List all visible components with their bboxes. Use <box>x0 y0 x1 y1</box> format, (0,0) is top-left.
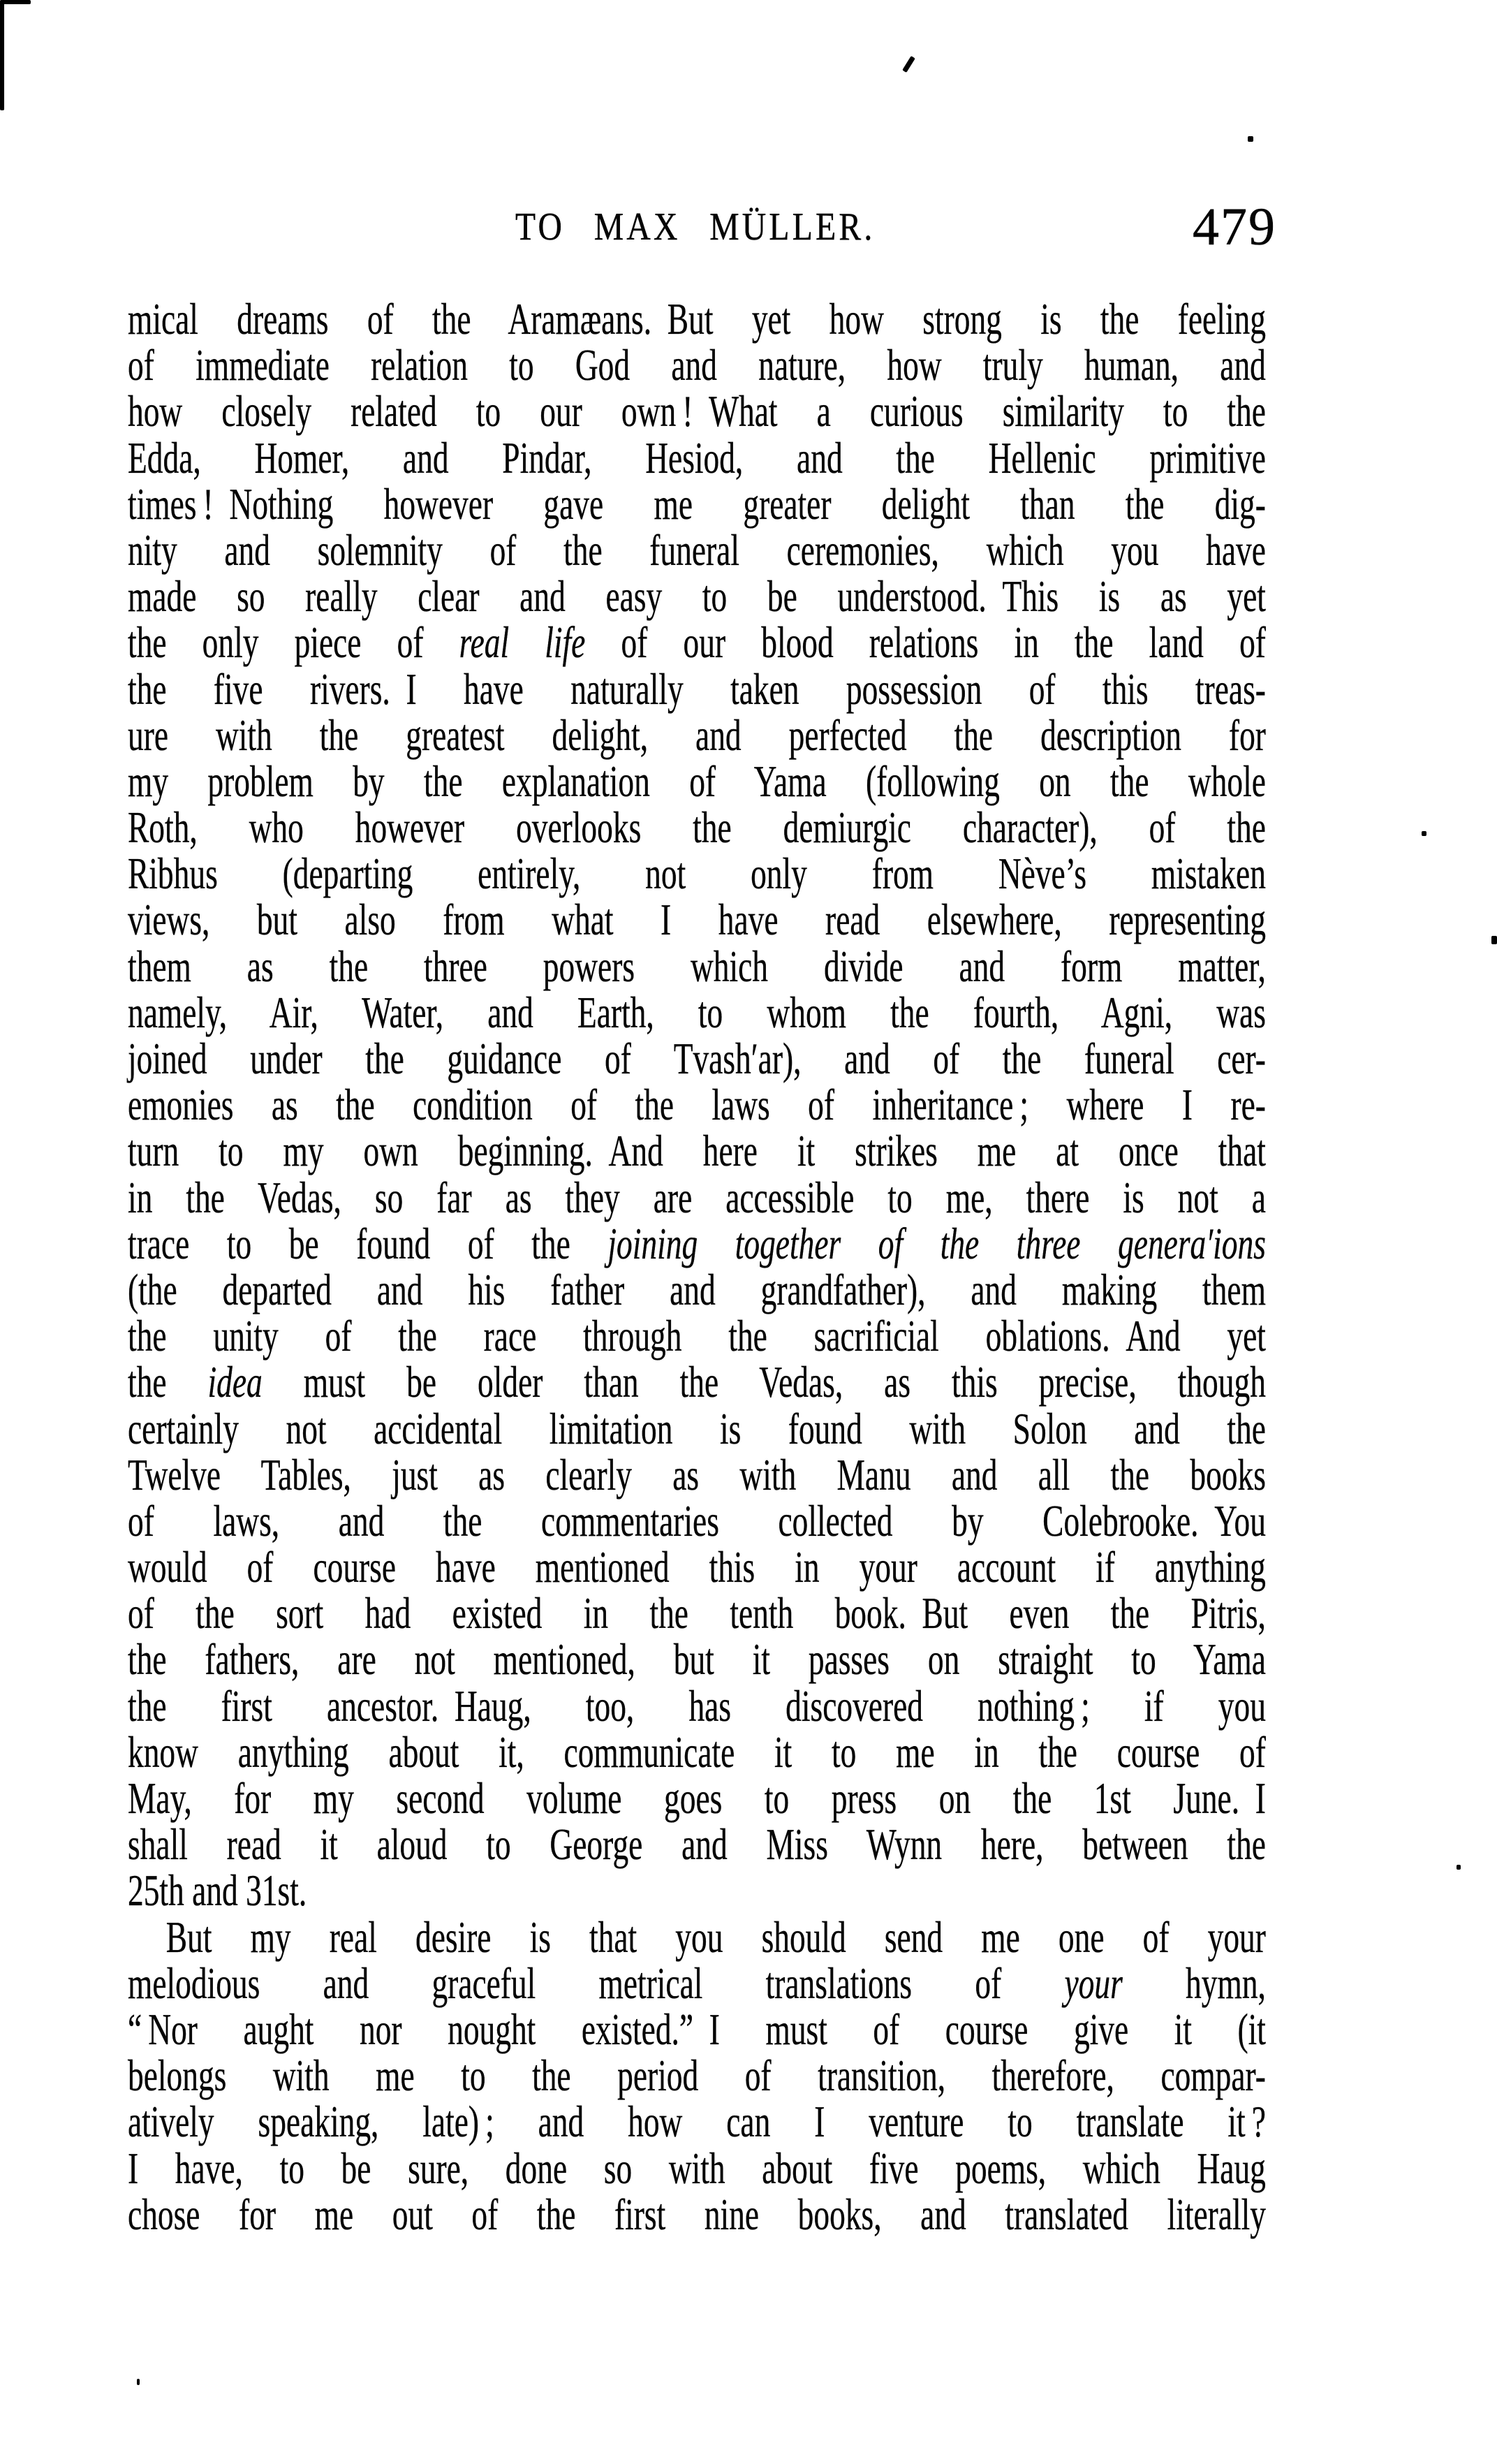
text-segment: must be older than the Vedas, as this precise, though <box>262 1358 1266 1407</box>
text-line <box>128 1914 1266 1960</box>
text-segment: would of course have mentioned this in your account if anything <box>128 1543 1266 1592</box>
text-line <box>128 342 1266 388</box>
text-segment: trace to be found of the <box>128 1219 608 1268</box>
bottom-speck <box>137 2379 140 2385</box>
running-head-title: TO MAX MÜLLER. <box>515 205 876 249</box>
italic-phrase: real life <box>459 618 586 668</box>
text-segment: I have, to be sure, done so with about five poems, which Haug <box>128 2143 1266 2193</box>
text-line <box>128 758 1266 805</box>
edge-speck-right <box>1491 936 1497 944</box>
italic-phrase: idea <box>207 1358 263 1407</box>
text-line <box>128 1406 1266 1452</box>
text-segment: the only piece of <box>128 618 459 668</box>
text-segment: May, for my second volume goes to press on the 1st June. I <box>128 1774 1266 1823</box>
text-line <box>128 851 1266 897</box>
text-segment: 25th and 31st. <box>128 1866 307 1916</box>
text-segment: the unity of the race through the sacrificial oblations. And yet <box>128 1312 1266 1361</box>
text-segment: emonies as the condition of the laws of inheritance ; where I re- <box>128 1080 1266 1130</box>
text-line <box>128 1590 1266 1636</box>
italic-phrase: joining together of the three genera′ions <box>607 1219 1266 1268</box>
text-line <box>128 527 1266 573</box>
dot-speck-top-right <box>1248 136 1253 142</box>
text-line <box>128 1821 1266 1868</box>
dot-speck-right-margin <box>1422 831 1426 836</box>
text-segment: Roth, who however overlooks the demiurgic character), of the <box>128 803 1266 853</box>
text-segment: the fathers, are not mentioned, but it passes on straight to Yama <box>128 1635 1266 1685</box>
text-line <box>128 296 1266 342</box>
text-segment: the <box>128 1358 208 1407</box>
text-line <box>128 481 1266 527</box>
text-segment: made so really clear and easy to be understood. This is as yet <box>128 572 1266 622</box>
text-segment: how closely related to our own ! What a curious similarity to the <box>128 387 1266 437</box>
text-line <box>128 619 1266 666</box>
text-segment: of our blood relations in the land of <box>585 618 1266 668</box>
text-segment: Ribhus (departing entirely, not only from Nève’s mistaken <box>128 849 1266 899</box>
text-line <box>128 1313 1266 1359</box>
text-line <box>128 572 1266 622</box>
text-line <box>128 666 1266 712</box>
text-segment: “ Nor aught nor nought existed.” I must of course give it (it <box>128 2004 1266 2054</box>
text-line <box>128 1960 1266 2007</box>
letter-body-text <box>128 296 1266 2238</box>
text-segment: namely, Air, Water, and Earth, to whom the fourth, Agni, was <box>128 988 1266 1037</box>
text-line <box>128 1175 1266 1221</box>
text-line <box>128 1359 1266 1405</box>
text-segment: views, but also from what I have read elsewhere, representing <box>128 895 1266 945</box>
text-segment: of the sort had existed in the tenth book. But even the Pitris, <box>128 1589 1266 1638</box>
text-segment: shall read it aloud to George and Miss Wynn here, between the <box>128 1820 1266 1870</box>
text-line <box>128 2053 1266 2099</box>
text-segment: in the Vedas, so far as they are accessible to me, there is not a <box>128 1173 1266 1222</box>
text-line <box>128 2143 1266 2193</box>
text-line <box>128 1498 1266 1544</box>
text-segment: them as the three powers which divide and form matter, <box>128 941 1266 991</box>
text-segment: of immediate relation to God and nature, how truly human, and <box>128 341 1266 390</box>
text-segment: atively speaking, late) ; and how can I venture to translate it ? <box>128 2097 1266 2147</box>
dot-speck-lower-right <box>1457 1865 1461 1870</box>
text-segment: chose for me out of the first nine books, and translated literally <box>128 2190 1266 2239</box>
text-segment: (the departed and his father and grandfather), and making them <box>128 1265 1266 1314</box>
text-segment: Edda, Homer, and Pindar, Hesiod, and the Hellenic primitive <box>128 433 1266 483</box>
text-line <box>128 712 1266 758</box>
text-line <box>128 2192 1266 2238</box>
text-line <box>128 805 1266 851</box>
text-line <box>128 2004 1266 2054</box>
text-line <box>128 1729 1266 1775</box>
text-segment: times ! Nothing however gave me greater delight than the dig- <box>128 479 1266 529</box>
text-segment: hymn, <box>1122 1958 1266 2008</box>
text-segment: belongs with me to the period of transition, therefore, compar- <box>128 2051 1266 2101</box>
text-line <box>128 1868 1266 1914</box>
corner-mark-horizontal <box>0 0 31 4</box>
text-line <box>128 1544 1266 1590</box>
text-segment: of laws, and the commentaries collected by Colebrooke. You <box>128 1496 1266 1546</box>
slash-mark <box>902 56 915 73</box>
text-segment: know anything about it, communicate it to me in the course of <box>128 1727 1266 1777</box>
text-segment: Twelve Tables, just as clearly as with Manu and all the books <box>128 1450 1266 1499</box>
text-line <box>128 1775 1266 1821</box>
text-line <box>128 1683 1266 1729</box>
text-line <box>128 1082 1266 1128</box>
text-segment: But my real desire is that you should send me one of your <box>165 1912 1266 1962</box>
text-line <box>128 941 1266 991</box>
text-line <box>128 1452 1266 1498</box>
text-line <box>128 1267 1266 1313</box>
text-line <box>128 1036 1266 1082</box>
text-line <box>128 1221 1266 1267</box>
text-line <box>128 2099 1266 2145</box>
text-segment: mical dreams of the Aramæans. But yet how strong is the feeling <box>128 295 1266 344</box>
text-line <box>128 435 1266 481</box>
corner-mark-vertical <box>0 0 4 110</box>
text-segment: the first ancestor. Haug, too, has discovered nothing ; if you <box>128 1681 1266 1731</box>
text-line <box>128 897 1266 943</box>
text-segment: my problem by the explanation of Yama (following on the whole <box>128 756 1266 806</box>
page-number: 479 <box>1193 198 1276 256</box>
italic-phrase: your <box>1064 1958 1123 2008</box>
text-segment: certainly not accidental limitation is found with Solon and the <box>128 1404 1266 1453</box>
text-segment: nity and solemnity of the funeral ceremonies, which you have <box>128 525 1266 575</box>
text-line <box>128 387 1266 437</box>
text-line <box>128 1635 1266 1685</box>
text-segment: melodious and graceful metrical translations of <box>128 1958 1065 2008</box>
text-segment: turn to my own beginning. And here it strikes me at once that <box>128 1127 1266 1176</box>
text-line <box>128 1128 1266 1174</box>
text-segment: the five rivers. I have naturally taken possession of this treas- <box>128 664 1266 714</box>
text-line <box>128 990 1266 1036</box>
text-segment: joined under the guidance of Tvash′ar), and of the funeral cer- <box>128 1034 1266 1083</box>
text-segment: ure with the greatest delight, and perfected the description for <box>128 710 1266 760</box>
